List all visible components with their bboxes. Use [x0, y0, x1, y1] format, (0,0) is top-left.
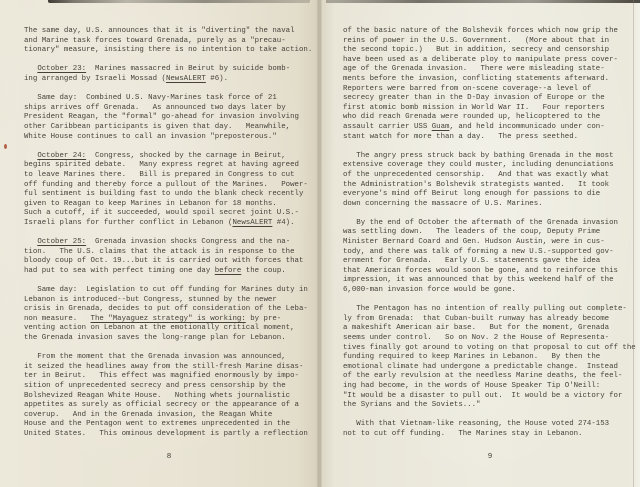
text-line: seems under control. So on Nov. 2 the House of Representa- — [343, 334, 610, 342]
text-line: impression, it was announced that by this weekend half of the — [343, 276, 614, 285]
text-line: tives finally got around to voting on that proposal to cut off the — [343, 343, 636, 352]
text-line: Bolshevized Reagan White House. Nothing whets journalistic — [24, 391, 291, 400]
text-line: October 24: Congress, shocked by the carnage in Beirut, — [37, 151, 286, 160]
text-line: "It would be a disaster to pull out. It would be a victory for — [343, 391, 623, 400]
text-line — [343, 411, 637, 421]
text-line: Minister Bernard Coard and Gen. Hudson Austin, were in cus- — [343, 238, 605, 247]
text-line: a makeshift American air base. But for the moment, Grenada — [343, 324, 610, 333]
text-line: tionary" measure, insisting there is no intention to take action. — [24, 46, 313, 55]
text-line: emotional climate had undergone a predictable change. Instead — [343, 362, 618, 371]
text-line: coverup. And in the Grenada invasion, the Reagan White — [24, 410, 273, 419]
text-line — [24, 228, 314, 238]
text-line: Lebanon is introduced--but Congress, stunned by the newer — [24, 295, 277, 304]
text-line: crisis in Grenada, decides to put off consideration of the Leba- — [24, 305, 308, 314]
scan-edge-top-left — [48, 0, 310, 3]
text-line — [343, 142, 637, 152]
text-line: The angry press struck back by bathing Grenada in the most — [343, 151, 614, 160]
text-line: have been used as a deliberate ploy to manipulate press cover- — [343, 55, 618, 64]
text-line: Reporters were barred from on-scene coverage--a level of — [343, 84, 592, 93]
text-line: Such a cutoff, if it succeeded, would spoil secret joint U.S.- — [24, 209, 299, 218]
text-line — [24, 142, 314, 152]
text-line: ing had become, in the words of House Speaker Tip O'Neill: — [343, 381, 601, 390]
text-line: not to cut off funding. The Marines stay in Lebanon. — [343, 429, 583, 438]
text-line: By the end of October the aftermath of the Grenada invasion — [343, 218, 618, 227]
text-line: appetites as surely as official secrecy or the appearance of a — [24, 401, 299, 410]
page-9-number: 9 — [487, 453, 493, 461]
text-line: House and the Pentagon went to extremes unprecedented in the — [24, 420, 291, 429]
text-line — [24, 344, 314, 354]
left-page — [0, 0, 319, 487]
text-line: ernment for Grenada. Early U.S. statements gave the idea — [343, 257, 601, 266]
text-line: Same day: Combined U.S. Navy-Marines task force of 21 — [24, 94, 277, 103]
page-8-number: 8 — [166, 453, 172, 461]
scan-edge-right — [633, 0, 634, 487]
text-line: stant watch for more than a day. The press seethed. — [343, 132, 579, 141]
right-page — [322, 0, 640, 487]
text-line: White House continues to call an invasion "preposterous." — [24, 132, 277, 141]
text-line: October 23: Marines massacred in Beirut by suicide bomb- — [37, 65, 291, 74]
text-line — [343, 209, 637, 219]
page-8-text-block — [24, 27, 314, 440]
text-line: first atomic bomb mission in World War II. Four reporters — [343, 103, 605, 112]
text-line: ing arranged by Israeli Mossad (NewsALERT #6). — [24, 74, 229, 83]
text-line: down concerning the massacre of U.S. Marines. — [343, 199, 543, 208]
text-line: venting action on Lebanon at the emotionally critical moment, — [24, 324, 295, 333]
text-line: ter in Beirut. This effect was magnified enormously by impo- — [24, 372, 299, 381]
text-line: the Grenada invasion saves the long-range plan for Lebanon. — [24, 334, 286, 342]
scan-edge-top-right — [326, 0, 640, 3]
text-line: reins of power in the U.S. Government. (More about that in — [343, 36, 610, 45]
text-line: The same day, U.S. announces that it is "diverting" the naval — [24, 27, 295, 35]
text-line: sition of unprecedented secrecy and press censorship by the — [24, 381, 286, 390]
text-line — [24, 85, 314, 95]
text-line: of the unprecedented censorship. And that was exactly what — [343, 170, 610, 179]
page-9-text-block — [343, 27, 637, 440]
text-line: tody, and there was talk of forming a new U.S.-supported gov- — [343, 247, 614, 256]
scan-artifact — [4, 144, 7, 149]
text-line: of the basic nature of the Bolshevik forces which now grip the — [343, 27, 618, 35]
text-line: the Administration's Bolshevik strategists wanted. It took — [343, 180, 610, 189]
text-line: off funding and thereby force a pullout of the Marines. Power- — [24, 180, 308, 189]
text-line: extensive coverage they could muster, including denunciations — [343, 161, 614, 170]
text-line: had put to sea with perfect timing one day before the coup. — [24, 266, 286, 275]
text-line: tion. The U.S. claims that the attack is in response to the — [24, 247, 295, 256]
text-line — [24, 276, 314, 286]
text-line: of the early revulsion at the needless Marine deaths, the feel- — [343, 372, 623, 381]
text-line: age of the Grenada invasion. There were misleading state- — [343, 65, 605, 74]
text-line: given to Reagan to keep Marines in Lebanon for 18 months. — [24, 199, 277, 208]
text-line: assault carrier USS Guam, and held incommunicado under con- — [343, 122, 605, 131]
text-line: ly from Grenada: that Cuban-built runway has already become — [343, 314, 610, 323]
text-line: United States. This ominous development is partly a reflection — [24, 429, 308, 438]
text-line: With that Vietnam-like reasoning, the House voted 274-153 — [343, 420, 610, 429]
text-line: the second topic.) But in addition, secrecy and censorship — [343, 46, 610, 55]
text-line: it seized the headlines away from the still-fresh Marine disas- — [24, 362, 304, 371]
text-line: 6,000-man invasion force would be gone. — [343, 286, 516, 295]
text-line: Israeli plans for further conflict in Lebanon (NewsALERT #4). — [24, 218, 295, 227]
text-line: ments before the invasion, conflicting statements afterward. — [343, 74, 610, 83]
text-line: From the moment that the Grenada invasion was announced, — [24, 353, 286, 362]
text-line: bloody coup of Oct. 19...but it is carried out with forces that — [24, 257, 304, 266]
text-line: begins spirited debate. Many express regret at having agreed — [24, 161, 299, 170]
text-line: secrecy greater than in the D-Day invasion of Europe or the — [343, 94, 605, 103]
text-line: funding required to keep Marines in Lebanon. By then the — [343, 353, 601, 362]
text-line: ful sentiment is building fast to undo the blank check recently — [24, 190, 304, 199]
text-line: everyone's mind off Beirut long enough for passions to die — [343, 190, 601, 199]
text-line: to leave Marines there. Bill is prepared in Congress to cut — [24, 170, 295, 179]
text-line — [343, 296, 637, 306]
text-line: and Marine task forces toward Grenada, purely as a "precau- — [24, 36, 286, 45]
text-line — [24, 56, 314, 66]
text-line: who did reach Grenada were rounded up, helicoptered to the — [343, 113, 601, 122]
text-line: the Syrians and the Soviets..." — [343, 401, 481, 410]
text-line: non measure. The "Mayaguez strategy" is working: by pre- — [24, 314, 282, 323]
text-line: ships arrives off Grenada. As announced two days later by — [24, 103, 286, 112]
text-line: that American forces would soon be gone, and to reinforce this — [343, 266, 618, 275]
text-line: The Pentagon has no intention of really pulling out complete- — [343, 305, 627, 314]
text-line: was settling down. The leaders of the coup, Deputy Prime — [343, 228, 601, 237]
text-line: President Reagan, the "formal" go-ahead for invasion involving — [24, 113, 299, 122]
text-line: other Caribbean participants is given that day. Meanwhile, — [24, 122, 291, 131]
text-line: October 25: Grenada invasion shocks Congress and the na- — [37, 238, 291, 247]
text-line: Same day: Legislation to cut off funding for Marines duty in — [24, 286, 308, 295]
